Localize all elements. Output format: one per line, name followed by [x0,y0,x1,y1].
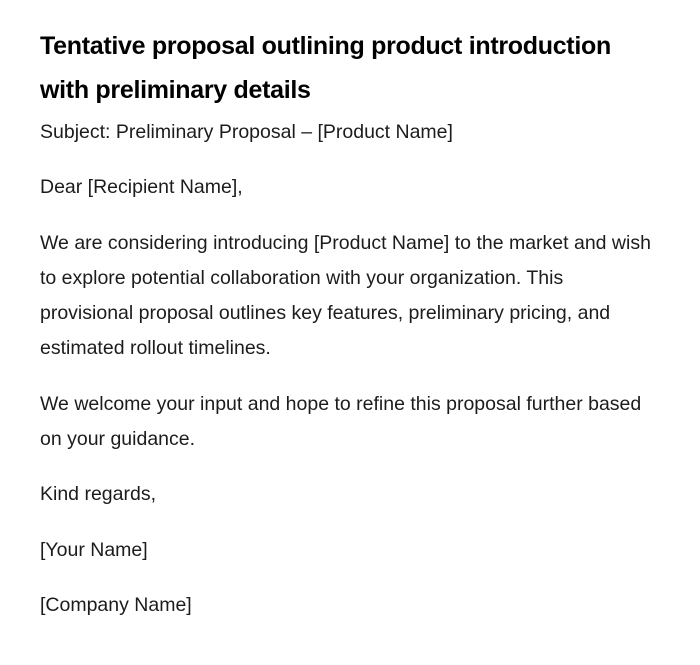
company-name: [Company Name] [40,593,192,616]
document-title: Tentative proposal outlining product introduction with preliminary details [40,32,611,104]
sender-name: [Your Name] [40,538,148,561]
body-paragraph-2: We welcome your input and hope to refine this proposal further based on your guidance. [40,392,642,451]
subject-line: Subject: Preliminary Proposal – [Product Name] [40,121,453,143]
closing: Kind regards, [40,483,156,506]
salutation: Dear [Recipient Name], [40,176,243,199]
body-paragraph-1: We are considering introducing [Product Name] to the market and wish to explore potential collaboration with your organization. This provisional proposal outlines key features, preliminary pricing, and estimated rollout timelines. [40,231,651,360]
